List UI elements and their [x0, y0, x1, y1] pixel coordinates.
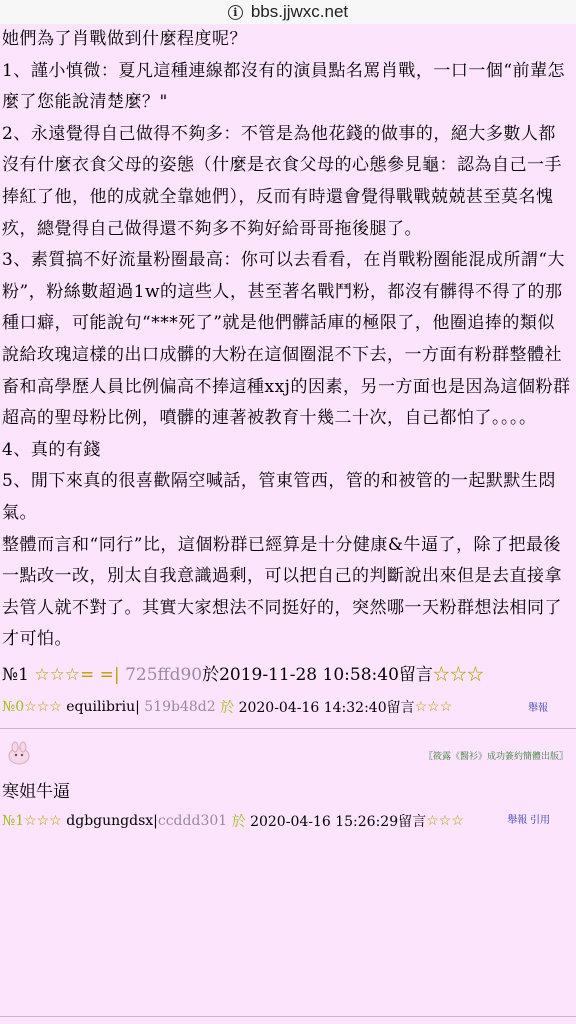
report-quote-link[interactable]: 舉報 引用: [507, 815, 550, 827]
browser-address-bar[interactable]: [0, 0, 576, 24]
comment-floor: №1: [2, 812, 25, 829]
comment-meta: [2, 811, 572, 831]
post-paragraph: 5、閒下來真的很喜歡隔空喊話，管東管西，管的和被管的一起默默生悶氣。: [2, 471, 556, 523]
avatar-icon: [6, 741, 32, 765]
post-paragraph: 整體而言和“同行”比，這個粉群已經算是十分健康&牛逼了，除了把最後一點改一改，別太自我意識過剩，可以把自己的判斷說出來但是去直接拿去管人就不對了。其實大家想法不同挺好的，突然哪一天粉群想法相同了才可怕。: [2, 534, 562, 650]
stars-left: ☆☆☆= =|: [34, 664, 120, 685]
reply-stars-right: ☆☆☆: [414, 698, 453, 715]
floor-number: №1: [2, 664, 29, 685]
report-link[interactable]: 舉報: [528, 703, 548, 715]
stars-right: ☆☆☆: [432, 664, 484, 685]
comment-time: 2020-04-16 15:26:29留言: [250, 813, 427, 830]
post-paragraph: 1、謹小慎微：夏凡這種連線都沒有的演員點名罵肖戰，一口一個“前輩怎麼了您能說清楚麼？": [2, 60, 566, 113]
post-time: 於2019-11-28 10:58:40留言: [202, 664, 433, 685]
comment-stars-right: ☆☆☆: [426, 812, 464, 829]
divider: [0, 1016, 576, 1017]
comment-at: 於: [231, 813, 246, 830]
post-paragraph: 她們為了肖戰做到什麼程度呢？: [2, 29, 247, 49]
comment-stars-left: ☆☆☆: [24, 812, 62, 829]
post-signature: [0, 660, 576, 690]
reply-at: 於: [220, 699, 235, 716]
post-body: [0, 24, 576, 656]
reply-hash: 519b48d2: [144, 698, 216, 715]
info-icon[interactable]: i: [228, 5, 243, 20]
comment-text: 寒姐牛逼: [2, 781, 70, 802]
post-paragraph: 3、素質搞不好流量粉圈最高：你可以去看看，在肖戰粉圈能混成所謂“大粉”，粉絲數超過1w的這些人，甚至著名戰鬥粉，都沒有髒得不得了的那種口癖，可能說句“***死了”就是他們髒話庫的極限了，他圈追捧的類似說給玫瑰這樣的出口成髒的大粉在這個圈混不下去，一方面有粉群整體社畜和高學歷人員比例偏高不捧這種xxj的因素，另一方面也是因為這個粉群超高的聖母粉比例，噴髒的連著被教育十幾二十次，自己都怕了。。。。: [2, 250, 571, 429]
reply-floor: №0: [2, 698, 25, 715]
comment-hash: ccddd301: [157, 812, 228, 829]
post-content: [0, 24, 576, 874]
post-paragraph: 2、永遠覺得自己做得不夠多：不管是為他花錢的做事的，絕大多數人都沒有什麼衣食父母的姿態（什麼是衣食父母的心態參見龜：認為自己一手捧紅了他，他的成就全靠她們），反而有時還會覺得戰戰兢兢甚至莫名愧疚，總覺得自己做得還不夠多不夠好給哥哥拖後腿了。: [2, 123, 562, 239]
reply-time: 2020-04-16 14:32:40留言: [238, 699, 415, 716]
url-text[interactable]: bbs.jjwxc.net: [250, 2, 349, 21]
comment-user: dgbgungdsx|: [66, 812, 158, 829]
author-hash: 725ffd90: [125, 664, 203, 685]
comment: [0, 729, 576, 874]
ad-link[interactable]: 〖筱露《醫衫》成功簽約簡體出版〗: [423, 750, 568, 761]
reply-stars-left: ☆☆☆: [24, 698, 62, 715]
reply-user: equilibriu|: [66, 698, 140, 715]
reply-meta: [0, 692, 576, 722]
post-paragraph: 4、真的有錢: [2, 439, 101, 460]
